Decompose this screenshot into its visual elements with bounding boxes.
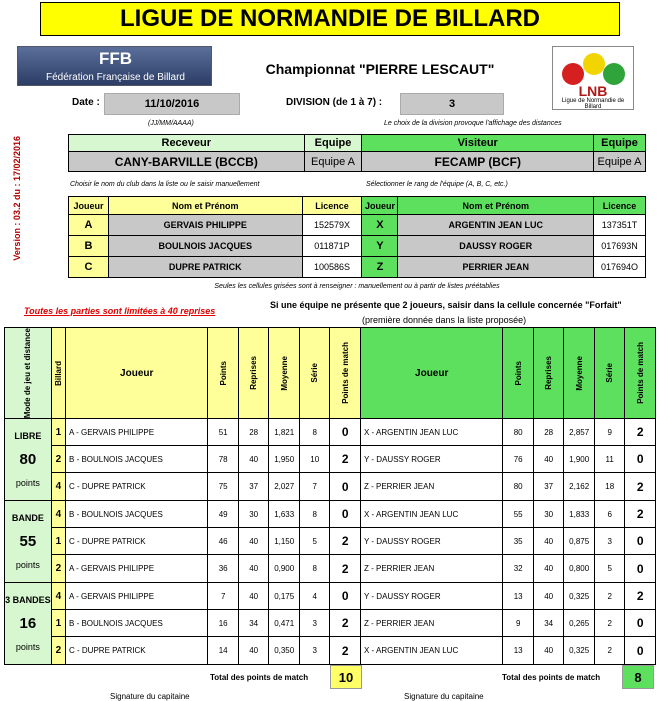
away-moyenne-cell: 0,325 xyxy=(564,583,595,610)
lnb-logo-text: Ligue de Normandie de Billard xyxy=(561,98,625,110)
home-moyenne-header: Moyenne xyxy=(269,328,300,419)
away-serie-cell: 5 xyxy=(594,555,625,583)
home-player-licence: 152579X xyxy=(302,215,362,236)
away-reprises-cell: 40 xyxy=(533,446,564,473)
away-club-select[interactable]: FECAMP (BCF) xyxy=(362,152,594,172)
away-moyenne-cell: 2,162 xyxy=(564,473,595,501)
lnb-logo-abbr: LNB xyxy=(578,83,608,99)
home-player-code: C xyxy=(69,257,109,278)
billard-cell[interactable]: 2 xyxy=(51,446,65,473)
home-reprises-cell: 40 xyxy=(238,528,269,555)
away-points-cell: 32 xyxy=(503,555,534,583)
home-moyenne-cell: 0,350 xyxy=(269,637,300,665)
home-points-cell: 36 xyxy=(208,555,239,583)
mode-distance: 80 xyxy=(19,451,37,469)
home-player-cell[interactable]: C - DUPRE PATRICK xyxy=(66,528,208,555)
home-licence-header: Licence xyxy=(302,197,362,215)
mode-unit: points xyxy=(15,560,40,571)
home-serie-cell: 3 xyxy=(299,610,330,637)
home-points-header: Points xyxy=(208,328,239,419)
billard-cell[interactable]: 4 xyxy=(51,473,65,501)
away-serie-cell: 3 xyxy=(594,528,625,555)
home-equipe-header: Equipe xyxy=(304,135,362,152)
mode-cell xyxy=(5,419,52,501)
teams-table xyxy=(68,134,646,172)
match-row xyxy=(5,446,656,473)
home-moyenne-cell: 1,821 xyxy=(269,419,300,446)
home-pdm-header: Points de match xyxy=(330,328,361,419)
away-points-cell: 55 xyxy=(503,501,534,528)
match-results-table xyxy=(4,327,656,665)
division-label: DIVISION (de 1 à 7) : xyxy=(286,97,383,108)
visiteur-header: Visiteur xyxy=(362,135,594,152)
home-player-cell[interactable]: C - DUPRE PATRICK xyxy=(66,473,208,501)
lnb-ball-yellow-icon xyxy=(583,53,605,75)
forfait-note: Si une équipe ne présente que 2 joueurs, saisir dans la cellule concernée "Forfait" xyxy=(270,300,622,310)
date-label: Date : xyxy=(72,97,100,108)
home-points-cell: 49 xyxy=(208,501,239,528)
mode-cell xyxy=(5,583,52,665)
home-player-cell[interactable]: C - DUPRE PATRICK xyxy=(66,637,208,665)
billard-cell[interactable]: 1 xyxy=(51,610,65,637)
away-player-licence: 017694O xyxy=(594,257,646,278)
away-points-cell: 9 xyxy=(503,610,534,637)
match-row xyxy=(5,501,656,528)
away-club-note: Sélectionner le rang de l'équipe (A, B, C, etc.) xyxy=(366,181,508,188)
mode-name: LIBRE xyxy=(14,431,42,442)
away-reprises-cell: 40 xyxy=(533,637,564,665)
home-points-cell: 46 xyxy=(208,528,239,555)
division-note: Le choix de la division provoque l'affichage des distances xyxy=(384,120,562,127)
match-row xyxy=(5,419,656,446)
home-points-cell: 51 xyxy=(208,419,239,446)
away-match-points-cell: 2 xyxy=(625,501,656,528)
home-points-cell: 78 xyxy=(208,446,239,473)
home-reprises-cell: 40 xyxy=(238,583,269,610)
away-match-points-cell: 2 xyxy=(625,473,656,501)
billard-cell[interactable]: 4 xyxy=(51,501,65,528)
away-points-cell: 80 xyxy=(503,473,534,501)
away-moyenne-cell: 0,325 xyxy=(564,637,595,665)
away-points-cell: 13 xyxy=(503,637,534,665)
home-player-name[interactable]: BOULNOIS JACQUES xyxy=(108,236,302,257)
mode-distance: 16 xyxy=(19,615,37,633)
lnb-logo xyxy=(552,46,634,110)
match-body xyxy=(5,419,656,665)
home-reprises-cell: 34 xyxy=(238,610,269,637)
home-player-name[interactable]: GERVAIS PHILIPPE xyxy=(108,215,302,236)
away-match-points-cell: 0 xyxy=(625,610,656,637)
home-points-cell: 14 xyxy=(208,637,239,665)
mode-unit: points xyxy=(15,478,40,489)
home-team-select[interactable]: Equipe A xyxy=(304,152,362,172)
mode-unit: points xyxy=(15,642,40,653)
away-player-cell[interactable]: Y - DAUSSY ROGER xyxy=(361,583,503,610)
home-serie-cell: 10 xyxy=(299,446,330,473)
division-input[interactable]: 3 xyxy=(400,93,504,115)
away-serie-header: Série xyxy=(594,328,625,419)
home-player-cell[interactable]: A - GERVAIS PHILIPPE xyxy=(66,555,208,583)
away-moyenne-cell: 2,857 xyxy=(564,419,595,446)
home-match-points-cell: 2 xyxy=(330,555,361,583)
home-serie-cell: 8 xyxy=(299,501,330,528)
home-match-points-cell: 2 xyxy=(330,446,361,473)
home-club-note: Choisir le nom du club dans la liste ou le saisir manuellement xyxy=(70,181,260,188)
away-points-cell: 35 xyxy=(503,528,534,555)
away-joueur-header: Joueur xyxy=(362,197,398,215)
away-player-name[interactable]: PERRIER JEAN xyxy=(398,257,594,278)
home-name-header: Nom et Prénom xyxy=(108,197,302,215)
home-joueur-header: Joueur xyxy=(69,197,109,215)
home-player-name[interactable]: DUPRE PATRICK xyxy=(108,257,302,278)
home-moyenne-cell: 0,900 xyxy=(269,555,300,583)
away-player-cell[interactable]: Z - PERRIER JEAN xyxy=(361,555,503,583)
lnb-ball-red-icon xyxy=(562,63,584,85)
away-serie-cell: 2 xyxy=(594,637,625,665)
home-points-cell: 7 xyxy=(208,583,239,610)
away-moyenne-cell: 1,900 xyxy=(564,446,595,473)
away-points-cell: 76 xyxy=(503,446,534,473)
limit-note: Toutes les parties sont limitées à 40 reprises xyxy=(24,306,216,316)
away-moyenne-cell: 1,833 xyxy=(564,501,595,528)
home-reprises-cell: 40 xyxy=(238,637,269,665)
away-team-select[interactable]: Equipe A xyxy=(594,152,646,172)
away-player-cell[interactable]: X - ARGENTIN JEAN LUC xyxy=(361,419,503,446)
home-serie-cell: 7 xyxy=(299,473,330,501)
mode-cell xyxy=(5,501,52,583)
home-club-select[interactable]: CANY-BARVILLE (BCCB) xyxy=(69,152,305,172)
home-serie-cell: 5 xyxy=(299,528,330,555)
home-reprises-cell: 28 xyxy=(238,419,269,446)
billard-cell[interactable]: 1 xyxy=(51,419,65,446)
away-reprises-header: Reprises xyxy=(533,328,564,419)
away-reprises-cell: 34 xyxy=(533,610,564,637)
forfait-note-2: (première donnée dans la liste proposée) xyxy=(362,315,527,325)
away-match-points-cell: 0 xyxy=(625,528,656,555)
away-reprises-cell: 30 xyxy=(533,501,564,528)
away-name-header: Nom et Prénom xyxy=(398,197,594,215)
ffb-logo-abbr: FFB xyxy=(98,49,133,68)
away-reprises-cell: 40 xyxy=(533,555,564,583)
away-serie-cell: 18 xyxy=(594,473,625,501)
home-match-points-cell: 2 xyxy=(330,637,361,665)
away-player-licence: 017693N xyxy=(594,236,646,257)
match-row xyxy=(5,637,656,665)
home-serie-cell: 4 xyxy=(299,583,330,610)
home-moyenne-cell: 0,471 xyxy=(269,610,300,637)
home-match-points-cell: 2 xyxy=(330,528,361,555)
away-match-points-cell: 0 xyxy=(625,446,656,473)
version-label: Version : 03.2 du : 17/02/2016 xyxy=(12,136,22,261)
home-reprises-cell: 40 xyxy=(238,446,269,473)
home-match-points-cell: 0 xyxy=(330,473,361,501)
home-reprises-cell: 30 xyxy=(238,501,269,528)
match-row xyxy=(5,555,656,583)
home-player-code: B xyxy=(69,236,109,257)
home-reprises-cell: 40 xyxy=(238,555,269,583)
away-player-cell[interactable]: Y - DAUSSY ROGER xyxy=(361,528,503,555)
home-reprises-cell: 37 xyxy=(238,473,269,501)
home-total-value: 10 xyxy=(330,665,362,689)
away-match-points-cell: 0 xyxy=(625,555,656,583)
mode-header: Mode de jeu et distance xyxy=(5,328,52,419)
home-player-licence: 011871P xyxy=(302,236,362,257)
home-moyenne-cell: 1,633 xyxy=(269,501,300,528)
away-player-name[interactable]: DAUSSY ROGER xyxy=(398,236,594,257)
away-moyenne-cell: 0,265 xyxy=(564,610,595,637)
home-player-cell[interactable]: A - GERVAIS PHILIPPE xyxy=(66,419,208,446)
mode-name: 3 BANDES xyxy=(5,595,51,606)
away-player-code: X xyxy=(362,215,398,236)
home-player-code: A xyxy=(69,215,109,236)
home-signature-label: Signature du capitaine xyxy=(110,692,190,701)
mode-name: BANDE xyxy=(11,513,44,524)
home-moyenne-cell: 1,950 xyxy=(269,446,300,473)
away-player-cell[interactable]: X - ARGENTIN JEAN LUC xyxy=(361,637,503,665)
away-moyenne-cell: 0,875 xyxy=(564,528,595,555)
away-player-code: Y xyxy=(362,236,398,257)
home-player-cell[interactable]: B - BOULNOIS JACQUES xyxy=(66,501,208,528)
away-licence-header: Licence xyxy=(594,197,646,215)
away-points-cell: 13 xyxy=(503,583,534,610)
away-reprises-cell: 28 xyxy=(533,419,564,446)
match-row xyxy=(5,583,656,610)
mode-distance: 55 xyxy=(19,533,37,551)
away-reprises-cell: 40 xyxy=(533,528,564,555)
home-moyenne-cell: 0,175 xyxy=(269,583,300,610)
billard-cell[interactable]: 1 xyxy=(51,528,65,555)
date-format-hint: (JJ/MM/AAAA) xyxy=(148,120,194,127)
away-serie-cell: 6 xyxy=(594,501,625,528)
home-match-points-cell: 0 xyxy=(330,419,361,446)
away-pdm-header: Points de match xyxy=(625,328,656,419)
away-serie-cell: 2 xyxy=(594,610,625,637)
home-match-points-cell: 0 xyxy=(330,501,361,528)
away-points-cell: 80 xyxy=(503,419,534,446)
match-row xyxy=(5,473,656,501)
match-row xyxy=(5,528,656,555)
home-match-points-cell: 2 xyxy=(330,610,361,637)
away-reprises-cell: 40 xyxy=(533,583,564,610)
home-serie-cell: 8 xyxy=(299,419,330,446)
home-moyenne-cell: 1,150 xyxy=(269,528,300,555)
away-serie-cell: 9 xyxy=(594,419,625,446)
date-input[interactable]: 11/10/2016 xyxy=(104,93,240,115)
billard-header: Billard xyxy=(51,328,65,419)
billard-cell[interactable]: 4 xyxy=(51,583,65,610)
lnb-ball-green-icon xyxy=(603,63,625,85)
grey-cells-note: Seules les cellules grisées sont à renseigner : manuellement ou à partir de listes préétablies xyxy=(214,283,500,290)
away-moyenne-header: Moyenne xyxy=(564,328,595,419)
home-player-licence: 100586S xyxy=(302,257,362,278)
home-player-cell[interactable]: B - BOULNOIS JACQUES xyxy=(66,610,208,637)
away-match-points-cell: 2 xyxy=(625,583,656,610)
away-total-value: 8 xyxy=(622,665,654,689)
away-match-points-cell: 0 xyxy=(625,637,656,665)
home-total-label: Total des points de match xyxy=(210,673,309,682)
home-joueur-col-header: Joueur xyxy=(66,328,208,419)
away-player-code: Z xyxy=(362,257,398,278)
page-title: LIGUE DE NORMANDIE DE BILLARD xyxy=(40,2,620,36)
away-total-label: Total des points de match xyxy=(502,673,601,682)
home-points-cell: 75 xyxy=(208,473,239,501)
players-table xyxy=(68,196,646,278)
home-serie-cell: 8 xyxy=(299,555,330,583)
away-reprises-cell: 37 xyxy=(533,473,564,501)
home-serie-header: Série xyxy=(299,328,330,419)
away-joueur-col-header: Joueur xyxy=(361,328,503,419)
away-serie-cell: 2 xyxy=(594,583,625,610)
away-player-licence: 137351T xyxy=(594,215,646,236)
away-player-cell[interactable]: Z - PERRIER JEAN xyxy=(361,610,503,637)
away-points-header: Points xyxy=(503,328,534,419)
home-match-points-cell: 0 xyxy=(330,583,361,610)
home-player-cell[interactable]: A - GERVAIS PHILIPPE xyxy=(66,583,208,610)
away-moyenne-cell: 0,800 xyxy=(564,555,595,583)
billard-cell[interactable]: 2 xyxy=(51,637,65,665)
away-player-cell[interactable]: X - ARGENTIN JEAN LUC xyxy=(361,501,503,528)
away-match-points-cell: 2 xyxy=(625,419,656,446)
receveur-header: Receveur xyxy=(69,135,305,152)
home-points-cell: 16 xyxy=(208,610,239,637)
away-serie-cell: 11 xyxy=(594,446,625,473)
away-player-name[interactable]: ARGENTIN JEAN LUC xyxy=(398,215,594,236)
championship-title: Championnat "PIERRE LESCAUT" xyxy=(265,61,495,77)
home-reprises-header: Reprises xyxy=(238,328,269,419)
ffb-logo-text: Fédération Française de Billard xyxy=(46,71,185,83)
away-player-cell[interactable]: Y - DAUSSY ROGER xyxy=(361,446,503,473)
home-serie-cell: 3 xyxy=(299,637,330,665)
home-moyenne-cell: 2,027 xyxy=(269,473,300,501)
billard-cell[interactable]: 2 xyxy=(51,555,65,583)
away-player-cell[interactable]: Z - PERRIER JEAN xyxy=(361,473,503,501)
match-row xyxy=(5,610,656,637)
home-player-cell[interactable]: B - BOULNOIS JACQUES xyxy=(66,446,208,473)
away-equipe-header: Equipe xyxy=(594,135,646,152)
ffb-logo xyxy=(17,46,212,86)
away-signature-label: Signature du capitaine xyxy=(404,692,484,701)
